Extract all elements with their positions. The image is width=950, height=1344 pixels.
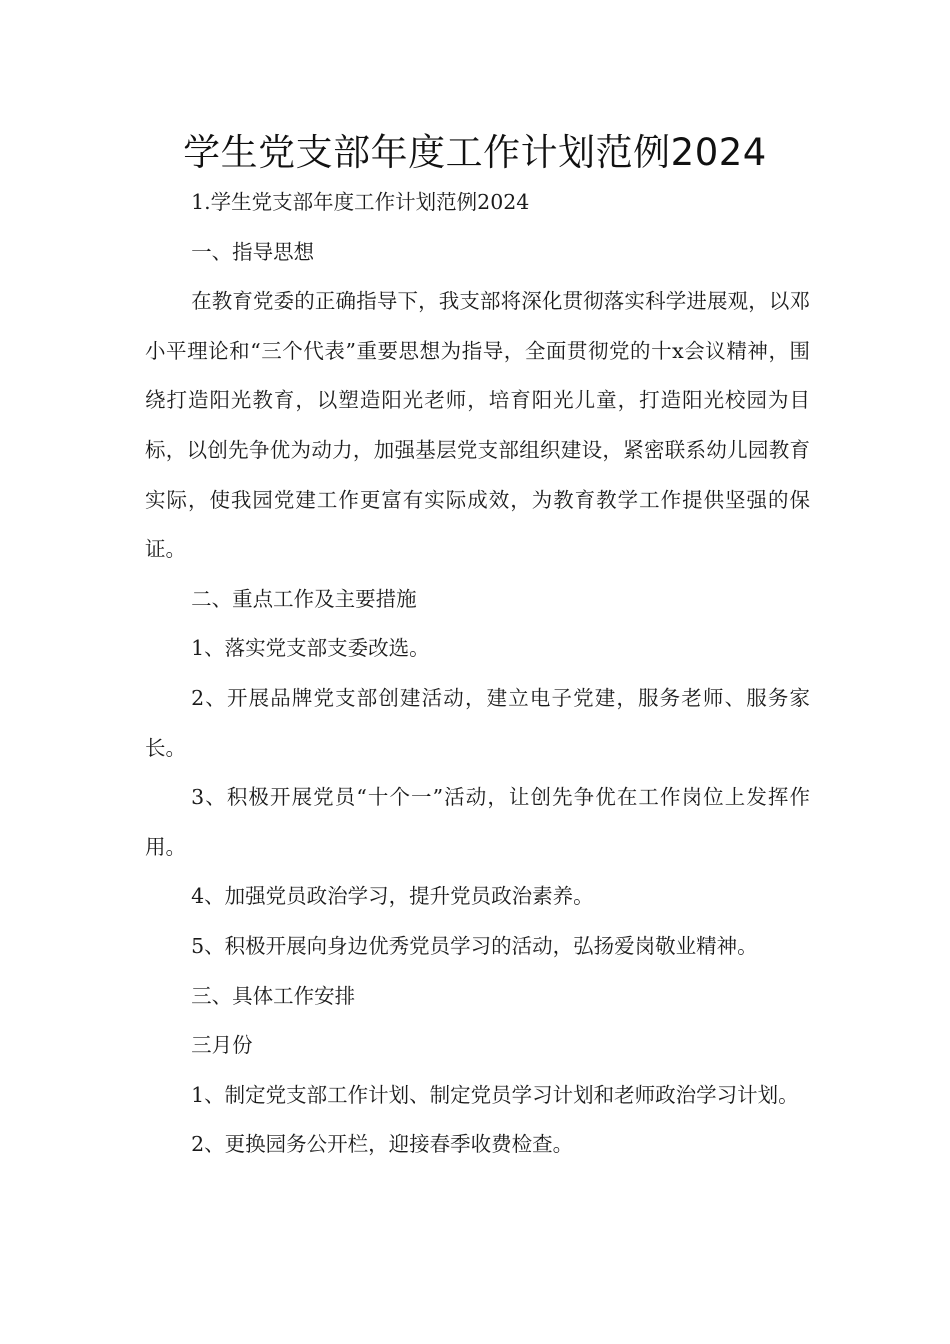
heading-guiding-ideology: 一、指导思想: [191, 239, 315, 264]
document-body: [145, 178, 810, 1170]
heading-march: 三月份: [191, 1033, 253, 1058]
paragraph-guiding-ideology: 在教育党委的正确指导下，我支部将深化贯彻落实科学进展观，以邓小平理论和“三个代表”重要思想为指导，全面贯彻党的十x会议精神，围绕打造阳光教育，以塑造阳光老师，培育阳光儿童，打造阳光校园为目标，以创先争优为动力，加强基层党支部组织建设，紧密联系幼儿园教育实际，使我园党建工作更富有实际成效，为教育教学工作提供坚强的保证。: [145, 289, 810, 562]
heading-key-work: 二、重点工作及主要措施: [191, 586, 417, 611]
list-item-key-work-3: 3、积极开展党员“十个一”活动，让创先争优在工作岗位上发挥作用。: [145, 785, 810, 859]
paragraph-subtitle: 1.学生党支部年度工作计划范例2024: [191, 190, 530, 214]
document-title: 学生党支部年度工作计划范例2024: [183, 131, 767, 174]
list-item-march-2: 2、更换园务公开栏，迎接春季收费检查。: [191, 1132, 574, 1157]
heading-work-schedule: 三、具体工作安排: [191, 983, 356, 1008]
list-item-key-work-5: 5、积极开展向身边优秀党员学习的活动，弘扬爱岗敬业精神。: [191, 933, 758, 958]
list-item-key-work-1: 1、落实党支部支委改选。: [191, 636, 430, 661]
list-item-key-work-4: 4、加强党员政治学习，提升党员政治素养。: [191, 884, 594, 909]
list-item-march-1: 1、制定党支部工作计划、制定党员学习计划和老师政治学习计划。: [191, 1082, 799, 1107]
list-item-key-work-2: 2、开展品牌党支部创建活动，建立电子党建，服务老师、服务家长。: [145, 685, 810, 760]
